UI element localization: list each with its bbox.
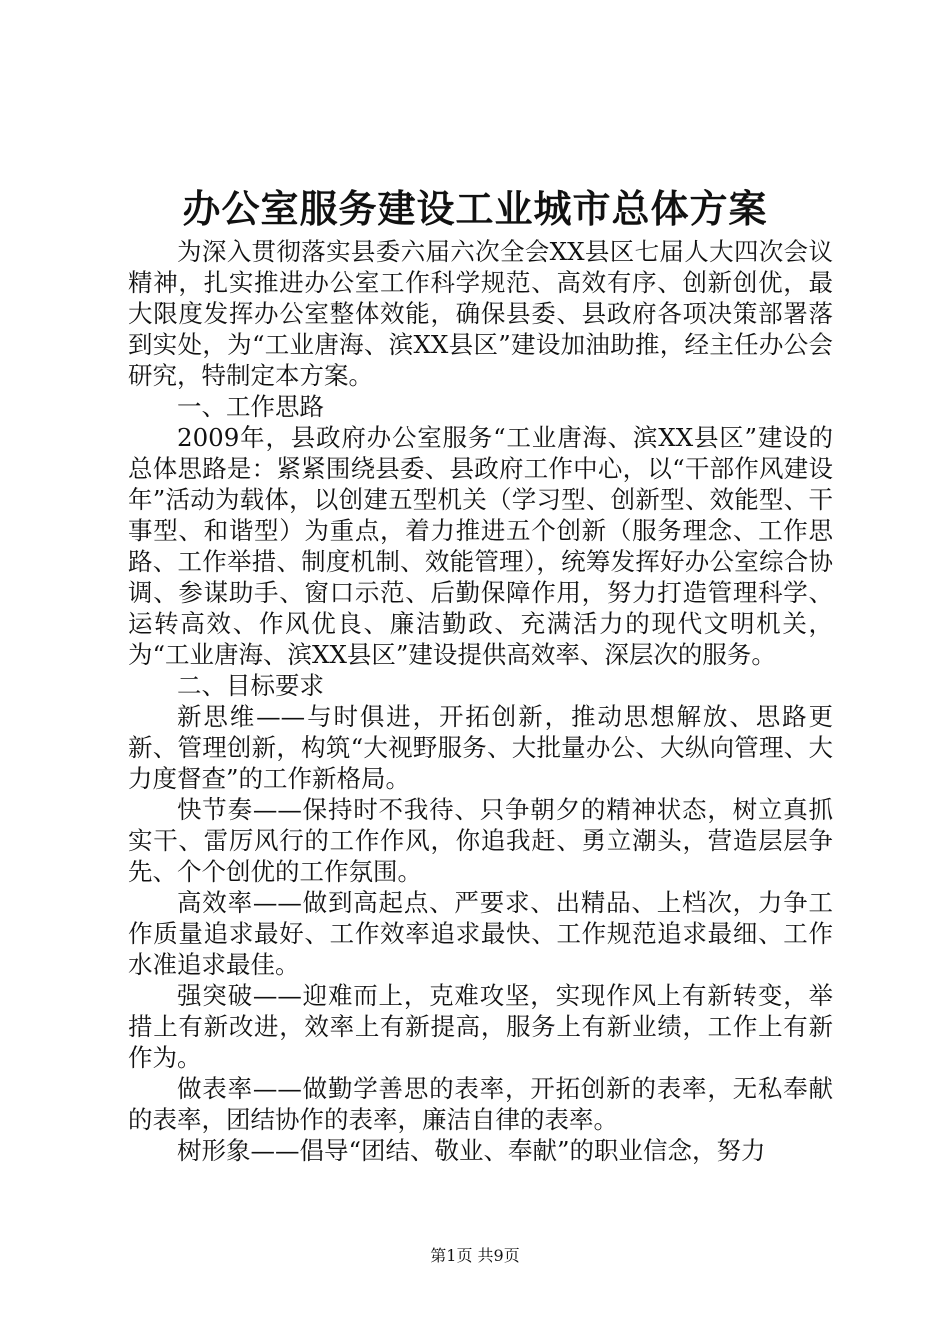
paragraph-image: 树形象——倡导“团结、敬业、奉献”的职业信念，努力 xyxy=(177,1136,766,1165)
paragraph-new-thinking: 新思维——与时俱进，开拓创新，推动思想解放、思路更新、管理创新，构筑“大视野服务、大批量办公、大纵向管理、大力度督查”的工作新格局。 xyxy=(128,702,833,793)
page-footer: 第1页 共9页 xyxy=(430,1246,520,1265)
section-heading-goals: 二、目标要求 xyxy=(177,671,324,700)
document-body xyxy=(128,236,833,1166)
paragraph-role-model: 做表率——做勤学善思的表率，开拓创新的表率，无私奉献的表率，团结协作的表率，廉洁自律的表率。 xyxy=(128,1074,833,1134)
paragraph-breakthrough: 强突破——迎难而上，克难攻坚，实现作风上有新转变，举措上有新改进，效率上有新提高，服务上有新业绩，工作上有新作为。 xyxy=(128,981,833,1072)
document-title: 办公室服务建设工业城市总体方案 xyxy=(182,187,768,231)
paragraph-high-efficiency: 高效率——做到高起点、严要求、出精品、上档次，力争工作质量追求最好、工作效率追求最快、工作规范追求最细、工作水准追求最佳。 xyxy=(128,888,833,979)
paragraph-fast-pace: 快节奏——保持时不我待、只争朝夕的精神状态，树立真抓实干、雷厉风行的工作作风，你追我赶、勇立潮头，营造层层争先、个个创优的工作氛围。 xyxy=(128,795,833,886)
paragraph-work-approach: 2009年，县政府办公室服务“工业唐海、滨XX县区”建设的总体思路是：紧紧围绕县委、县政府工作中心，以“干部作风建设年”活动为载体，以创建五型机关（学习型、创新型、效能型、干事型、和谐型）为重点，着力推进五个创新（服务理念、工作思路、工作举措、制度机制、效能管理），统筹发挥好办公室综合协调、参谋助手、窗口示范、后勤保障作用，努力打造管理科学、运转高效、作风优良、廉洁勤政、充满活力的现代文明机关，为“工业唐海、滨XX县区”建设提供高效率、深层次的服务。 xyxy=(128,423,833,669)
section-heading-work-approach: 一、工作思路 xyxy=(177,392,324,421)
paragraph-intro: 为深入贯彻落实县委六届六次全会XX县区七届人大四次会议精神，扎实推进办公室工作科学规范、高效有序、创新创优，最大限度发挥办公室整体效能，确保县委、县政府各项决策部署落到实处，为“工业唐海、滨XX县区”建设加油助推，经主任办公会研究，特制定本方案。 xyxy=(128,237,833,390)
